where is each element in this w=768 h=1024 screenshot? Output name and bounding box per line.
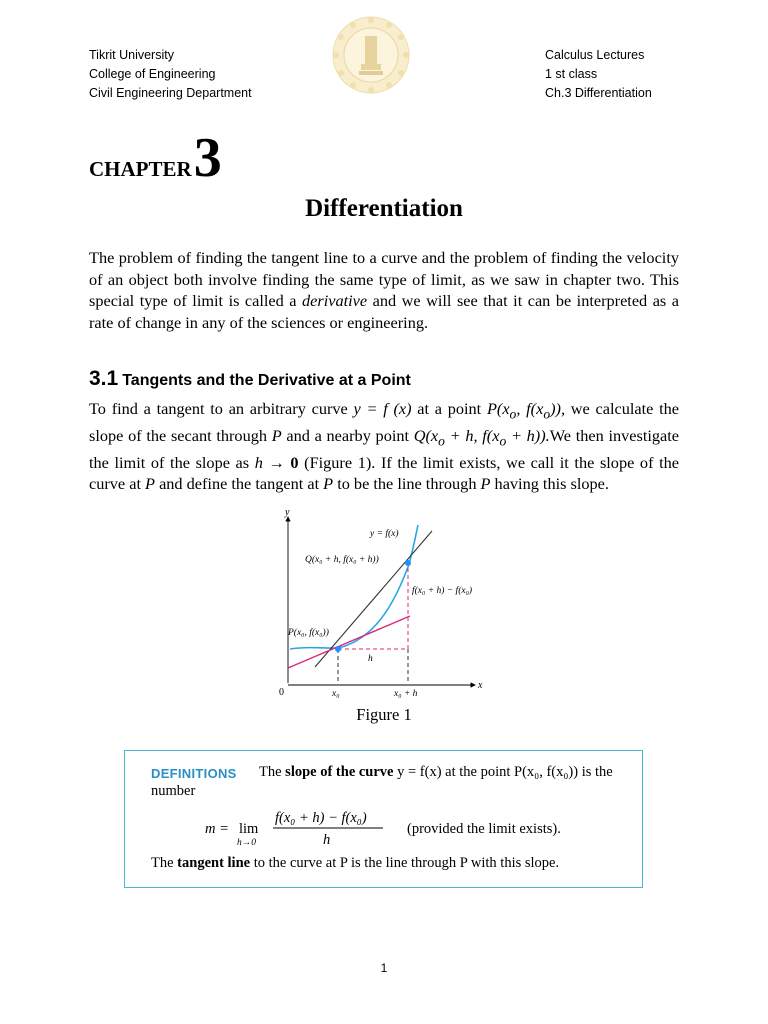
college-name: College of Engineering xyxy=(89,67,216,81)
def-term: tangent line xyxy=(177,855,251,871)
point-q xyxy=(405,560,411,566)
department-name: Civil Engineering Department xyxy=(89,86,252,100)
def-text: to the curve at P is the line through P with this slope. xyxy=(250,855,560,871)
section-title: Tangents and the Derivative at a Point xyxy=(122,372,411,389)
formula-m: m = xyxy=(205,821,229,837)
p2-math: P xyxy=(145,474,155,493)
tangent-line xyxy=(288,616,410,668)
course-name: Calculus Lectures xyxy=(545,48,645,62)
q-point-label: Q(x₀ + h, f(x₀ + h)) xyxy=(305,555,379,565)
figure-caption: Figure 1 xyxy=(356,705,412,724)
university-logo xyxy=(330,14,412,96)
definition-box xyxy=(124,750,643,888)
header-left xyxy=(89,46,252,103)
chapter-number: 3 xyxy=(193,127,222,189)
secant-line xyxy=(315,531,432,667)
page-number: 1 xyxy=(380,961,388,975)
p2-math: h xyxy=(254,452,263,472)
p2-math: P xyxy=(323,474,334,493)
p2-text: we calculate the slope of the secant through xyxy=(89,399,679,445)
point-p xyxy=(335,646,341,652)
tangent-paragraph xyxy=(89,398,679,495)
x-axis-label: x xyxy=(478,680,483,691)
p2-math-sub: o xyxy=(543,406,551,422)
p2-text: at a point xyxy=(411,399,487,418)
x0h-label: x₀ + h xyxy=(394,689,418,699)
page-title: Differentiation xyxy=(305,195,463,222)
p2-math: y = f (x) xyxy=(353,399,412,418)
intro-text-2: and we will see that it can be interpreted as a rate of change in any of the sciences or engineering. xyxy=(89,291,679,332)
p2-math-part: Q(x xyxy=(413,425,439,445)
intro-term: derivative xyxy=(302,291,368,310)
intro-paragraph xyxy=(89,247,679,333)
chapter-word: CHAPTER xyxy=(89,157,192,181)
p2-text: → xyxy=(262,452,291,472)
def-text: The xyxy=(151,855,178,871)
definition-line-2: number xyxy=(151,783,196,799)
p2-text: and a nearby point xyxy=(281,425,414,445)
formula-lim: lim xyxy=(239,821,259,837)
p2-math: P xyxy=(271,425,282,445)
y-axis-label: y xyxy=(285,507,290,518)
origin-label: 0 xyxy=(279,687,284,698)
p2-math-part: , f(x xyxy=(516,399,544,418)
p2-math xyxy=(486,399,566,422)
header-right xyxy=(545,46,652,103)
p2-text: (Figure 1). If the limit exists, we call it the slope of the curve at xyxy=(89,452,679,493)
section-number: 3.1 xyxy=(89,367,119,390)
p2-text: having this slope. xyxy=(490,474,609,493)
intro-text-1: The problem of finding the tangent line to a curve and the problem of finding the velocity of an object both involve finding the same type of limit, as we saw in chapter two. This special type of limit is called a xyxy=(89,248,679,310)
p2-math xyxy=(413,425,550,448)
definition-line-1 xyxy=(259,764,613,781)
p2-math-sub: o xyxy=(509,406,517,422)
formula-lim-sub: h→0 xyxy=(237,838,256,848)
formula-denominator: h xyxy=(323,832,331,848)
p2-math-sub: o xyxy=(499,433,507,448)
definition-heading: DEFINITIONS xyxy=(151,766,237,781)
tangent-figure xyxy=(270,505,502,705)
def-text: y = f(x) at the point P(x₀, f(x₀)) is the xyxy=(393,764,613,780)
def-term: slope of the curve xyxy=(285,764,394,780)
university-name: Tikrit University xyxy=(89,48,174,62)
p2-math-sub: o xyxy=(438,433,445,448)
formula-numerator: f(x₀ + h) − f(x₀) xyxy=(275,810,367,826)
section-heading xyxy=(89,367,411,391)
run-label: h xyxy=(368,654,373,664)
p-point-label: P(x₀, f(x₀)) xyxy=(288,628,329,638)
curve-label: y = f(x) xyxy=(370,529,399,539)
slope-formula xyxy=(205,807,625,851)
p2-text: To find a tangent to an arbitrary curve xyxy=(89,399,354,418)
p2-text: We then investigate the limit of the slope as xyxy=(89,425,679,472)
chapter-heading xyxy=(89,127,222,189)
p2-math-part: + h, f(x xyxy=(444,425,500,445)
rise-label: f(x₀ + h) − f(x₀) xyxy=(412,586,473,596)
p2-text: and define the tangent at xyxy=(155,474,324,493)
class-year: 1 st class xyxy=(545,67,598,81)
chapter-ref: Ch.3 Differentiation xyxy=(545,86,652,100)
definition-line-3 xyxy=(151,855,559,872)
p2-math: 0 xyxy=(290,452,299,472)
p2-math-part: + h)). xyxy=(506,425,550,445)
p2-math-part: )), xyxy=(550,399,566,418)
def-text: The xyxy=(259,764,286,780)
x0-label: x₀ xyxy=(332,689,340,699)
p2-text: to be the line through xyxy=(333,474,481,493)
p2-math-part: P(x xyxy=(486,399,510,418)
formula-condition: (provided the limit exists). xyxy=(407,821,561,837)
p2-math: P xyxy=(480,474,491,493)
